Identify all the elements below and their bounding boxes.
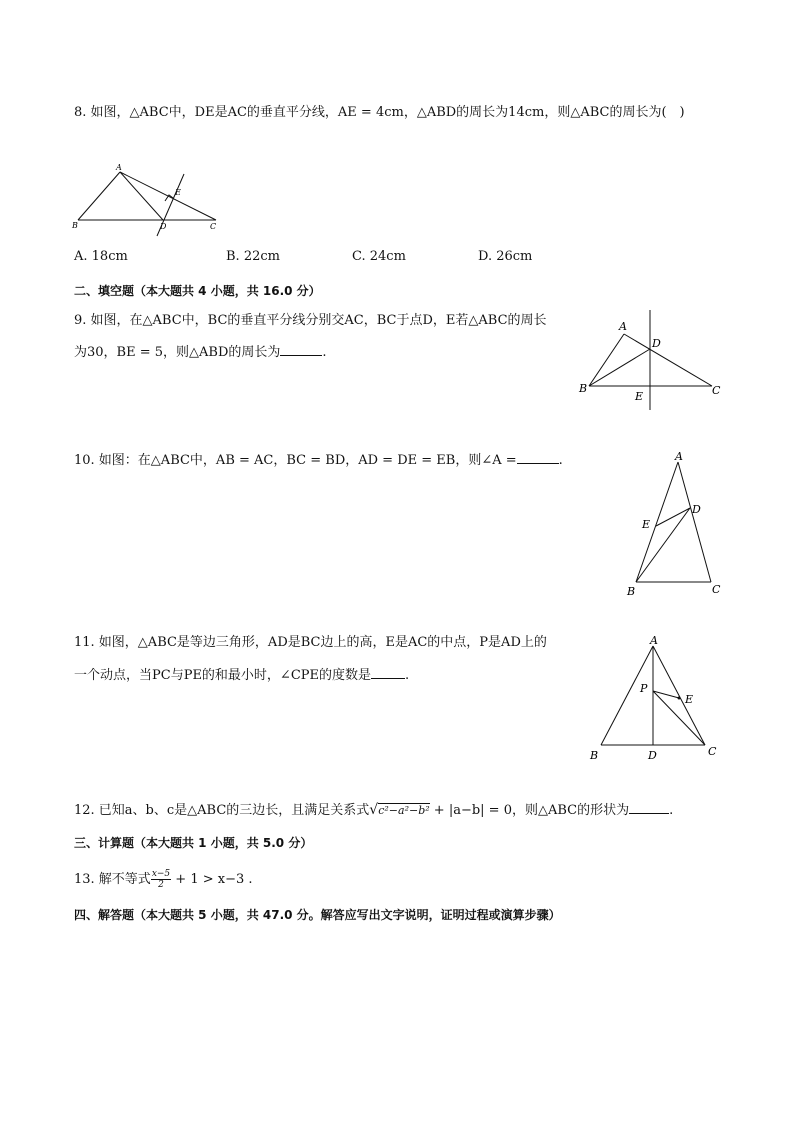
q12-answer-blank	[629, 801, 669, 814]
q11-label-d: D	[648, 749, 657, 762]
q11-answer-blank	[371, 666, 405, 679]
q12-suffix: + |a−b| = 0，则△ABC的形状为	[429, 803, 630, 818]
q9-label-e: E	[635, 390, 644, 403]
q9-line2-end: .	[322, 345, 327, 360]
q8-label-b: B	[72, 221, 78, 230]
q9-line1: 9. 如图，在△ABC中，BC的垂直平分线分别交AC，BC于点D，E若△ABC的周长	[74, 313, 547, 328]
q10-text-main: 10. 如图：在△ABC中，AB = AC，BC = BD，AD = DE = EB，则∠A =	[74, 453, 517, 468]
q9-segment-bd	[589, 349, 650, 386]
q8-option-b: B. 22cm	[226, 249, 280, 264]
q9-segment-ac	[624, 334, 712, 386]
q11-segment-ab	[601, 646, 653, 745]
q8-label-e: E	[175, 188, 181, 197]
q12-prefix: 12. 已知a、b、c是△ABC的三边长，且满足关系式	[74, 803, 370, 818]
q9-segment-ab	[589, 334, 624, 386]
q13-suffix: + 1 > x−3 .	[171, 872, 253, 887]
section-4-heading: 四、解答题（本大题共 5 小题，共 47.0 分。解答应写出文字说明，证明过程或演算步骤）	[74, 908, 561, 922]
q9-line2	[74, 343, 327, 362]
q9-answer-blank	[280, 343, 322, 356]
q13-fraction	[151, 869, 171, 890]
q10-label-e: E	[642, 518, 651, 531]
q11-line2	[74, 666, 409, 685]
q8-segment-ad	[120, 172, 163, 220]
q9-label-d: D	[652, 337, 661, 350]
q9-label-b: B	[579, 382, 588, 395]
q9-figure	[574, 308, 730, 414]
q8-segment-ab	[78, 172, 120, 220]
q8-label-c: C	[210, 222, 217, 231]
q11-label-c: C	[708, 745, 717, 758]
q11-line2-text: 一个动点，当PC与PE的和最小时，∠CPE的度数是	[74, 668, 372, 683]
q8-text: 8. 如图，△ABC中，DE是AC的垂直平分线，AE = 4cm，△ABD的周长为14cm，则△ABC的周长为( )	[74, 105, 685, 120]
q10-segment-ac	[678, 462, 711, 582]
q10-figure	[622, 446, 732, 602]
q9-line2-text: 为30，BE = 5，则△ABD的周长为	[74, 345, 281, 360]
q8-option-c: C. 24cm	[352, 249, 406, 264]
q13-prefix: 13. 解不等式	[74, 872, 151, 887]
q10-label-d: D	[692, 503, 701, 516]
q10-text-end: .	[558, 453, 563, 468]
q11-segment-ac	[653, 646, 705, 745]
q10-text	[74, 451, 563, 470]
q11-label-p: P	[640, 682, 648, 695]
q12-radicand: c²−a²−b²	[378, 804, 430, 817]
section-3-heading: 三、计算题（本大题共 1 小题，共 5.0 分）	[74, 836, 313, 850]
q13-text	[74, 869, 253, 890]
q11-label-e: E	[685, 693, 694, 706]
q10-answer-blank	[517, 451, 559, 464]
q9-label-a: A	[619, 320, 627, 333]
q11-point-e	[678, 697, 681, 700]
q10-label-a: A	[675, 450, 683, 463]
q11-label-a: A	[650, 634, 658, 647]
q11-figure	[582, 634, 722, 764]
q13-denominator: 2	[158, 880, 164, 890]
q8-figure	[68, 160, 228, 238]
q12-sqrt-sign: √	[369, 802, 379, 818]
q11-line1: 11. 如图，△ABC是等边三角形，AD是BC边上的高，E是AC的中点，P是AD上的	[74, 635, 547, 650]
q9-label-c: C	[712, 384, 721, 397]
q12-text	[74, 801, 673, 820]
q8-option-a: A. 18cm	[74, 249, 128, 264]
q12-end: .	[669, 803, 674, 818]
q8-label-a: A	[116, 163, 122, 172]
q10-label-b: B	[627, 585, 636, 598]
q11-line2-end: .	[405, 668, 410, 683]
q13-numerator: x−5	[151, 869, 171, 879]
q10-label-c: C	[712, 583, 721, 596]
q8-option-d: D. 26cm	[478, 249, 533, 264]
q8-label-d: D	[160, 222, 167, 231]
q11-label-b: B	[590, 749, 599, 762]
section-2-heading: 二、填空题（本大题共 4 小题，共 16.0 分）	[74, 284, 321, 298]
